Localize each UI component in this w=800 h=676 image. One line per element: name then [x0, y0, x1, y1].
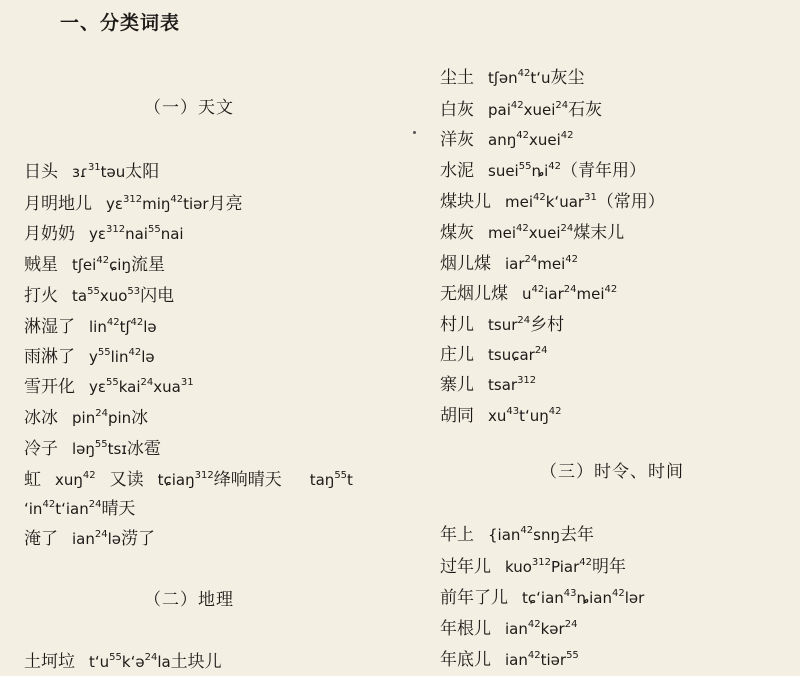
entry-gloss: 土块儿 [170, 652, 222, 672]
tone-number: 24 [560, 223, 574, 234]
tone-number: 24 [517, 315, 531, 326]
ipa-transcription [106, 195, 209, 213]
entry-row [440, 128, 573, 152]
ipa-syllable: lin [89, 318, 107, 336]
ipa-syllable: {ian [488, 526, 521, 544]
entry-row [440, 282, 617, 306]
entry-row [440, 404, 562, 428]
entry-gloss: 石灰 [568, 100, 603, 120]
entry-term: 贼星 [24, 255, 58, 275]
tone-number: 42 [527, 650, 541, 661]
entry-gloss: 月亮 [208, 194, 243, 214]
ipa-syllable: suei [488, 162, 519, 180]
ipa-transcription [488, 376, 536, 394]
ipa-syllable: nai [125, 225, 148, 243]
tone-number: 312 [123, 194, 143, 205]
entry-row [440, 252, 578, 276]
entry-term: 庄儿 [440, 345, 474, 365]
ipa-syllable: tsɪ [107, 440, 127, 458]
ipa-transcription [158, 471, 214, 489]
ipa-syllable: yɛ [89, 225, 106, 243]
ipa-transcription [488, 407, 562, 425]
ipa-syllable: xuo [99, 287, 128, 305]
tone-number: 42 [560, 130, 574, 141]
entry-gloss: 乡村 [530, 315, 565, 335]
ipa-syllable: lə [107, 530, 122, 548]
ipa-transcription [522, 589, 644, 607]
tone-number: 24 [524, 254, 538, 265]
ipa-syllable: iar [544, 285, 564, 303]
ipa-syllable: snŋ [533, 526, 560, 544]
tone-number: 312 [194, 470, 214, 481]
entry-term: 冰冰 [24, 408, 58, 428]
tone-number: 312 [517, 375, 537, 386]
entry-row [24, 284, 174, 308]
entry-term: 年根儿 [440, 619, 491, 639]
ipa-syllable: tʃən [488, 69, 518, 87]
section-heading-astronomy: （一）天文 [144, 98, 234, 118]
ipa-syllable: la [157, 653, 171, 671]
print-speck [413, 131, 416, 134]
ipa-transcription [488, 69, 551, 87]
entry-term: 日头 [24, 162, 58, 182]
tone-number: 55 [334, 470, 348, 481]
entry-row [24, 222, 184, 246]
tone-number: 42 [533, 192, 546, 203]
ipa-syllable: ȵian [576, 589, 613, 607]
ipa-transcription [488, 101, 568, 119]
ipa-syllable: tɕʻian [522, 589, 564, 607]
tone-number: 55 [147, 224, 161, 235]
ipa-syllable: kʻuar [545, 193, 585, 211]
entry-row [24, 192, 243, 216]
entry-gloss: 绛响晴天 [213, 470, 282, 490]
tone-number: 42 [604, 284, 618, 295]
tone-number: 55 [94, 439, 108, 450]
ipa-transcription [522, 285, 617, 303]
ipa-transcription [310, 471, 353, 489]
entry-term: 冷子 [24, 439, 58, 459]
entry-term: 雪开化 [24, 377, 75, 397]
ipa-syllable: tiər [540, 651, 567, 669]
ipa-syllable: miŋ [142, 195, 171, 213]
ipa-syllable: tɕiaŋ [157, 471, 195, 489]
entry-term: 村儿 [440, 315, 474, 335]
ipa-syllable: anŋ [488, 131, 517, 149]
entry-term: 淹了 [24, 529, 58, 549]
tone-number: 42 [96, 255, 110, 266]
entry-term: 前年了儿 [440, 588, 508, 608]
ipa-syllable: pin [72, 409, 96, 427]
entry-row [24, 406, 148, 430]
tone-number: 42 [510, 100, 524, 111]
tone-number: 42 [82, 470, 96, 481]
entry-row [24, 315, 157, 339]
tone-number: 42 [130, 317, 144, 328]
entry-term: 月奶奶 [24, 224, 75, 244]
entry-row [440, 586, 644, 610]
ipa-syllable: xu [488, 407, 507, 425]
ipa-syllable: ləŋ [72, 440, 95, 458]
section-heading-geography: （二）地理 [144, 590, 234, 610]
tone-number: 42 [531, 284, 545, 295]
entry-term: 烟儿煤 [440, 254, 491, 274]
ipa-syllable: t [347, 471, 353, 489]
tone-number: 42 [527, 619, 541, 630]
ipa-syllable: xuei [528, 131, 561, 149]
ipa-transcription [72, 256, 131, 274]
tone-number: 43 [563, 588, 577, 599]
tone-number: 42 [520, 525, 534, 536]
entry-gloss: 冰 [131, 408, 149, 428]
ipa-syllable: lə [143, 318, 157, 336]
ipa-transcription [24, 500, 101, 518]
tone-number: 42 [565, 254, 579, 265]
ipa-syllable: pai [488, 101, 511, 119]
entry-row [440, 98, 602, 122]
ipa-syllable: mei [537, 255, 566, 273]
entry-term: 打火 [24, 286, 58, 306]
entry-gloss: 灰尘 [550, 68, 585, 88]
entry-row [440, 221, 624, 245]
ipa-syllable: yɛ [106, 195, 123, 213]
tone-number: 31 [584, 192, 597, 203]
ipa-syllable: tʃei [72, 256, 97, 274]
ipa-transcription [488, 162, 561, 180]
ipa-syllable: kuo [505, 558, 532, 576]
ipa-transcription [488, 224, 573, 242]
ipa-transcription [488, 526, 560, 544]
ipa-transcription [488, 316, 530, 334]
ipa-syllable: lin [110, 348, 129, 366]
ipa-syllable: xuei [528, 224, 561, 242]
ipa-syllable: u [522, 285, 532, 303]
entry-row [440, 159, 646, 183]
tone-number: 42 [548, 406, 562, 417]
ipa-syllable: ian [505, 620, 528, 638]
tone-number: 312 [106, 224, 126, 235]
entry-term: 寨儿 [440, 375, 474, 395]
tone-number: 42 [516, 223, 529, 234]
ipa-syllable: xua [153, 378, 181, 396]
page-heading: 一、分类词表 [60, 12, 181, 34]
entry-row [440, 190, 665, 214]
entry-term: 煤块儿 [440, 192, 491, 212]
ipa-transcription [505, 651, 579, 669]
tone-number: 42 [106, 317, 120, 328]
tone-number: 42 [612, 588, 625, 599]
tone-number: 42 [170, 194, 184, 205]
entry-row [440, 555, 626, 579]
ipa-syllable: lər [624, 589, 645, 607]
ipa-transcription [89, 653, 171, 671]
entry-term: 雨淋了 [24, 347, 75, 367]
entry-term: 年底儿 [440, 650, 491, 670]
ipa-syllable: tsar [488, 376, 518, 394]
tone-number: 31 [87, 162, 101, 173]
ipa-syllable: mei [576, 285, 605, 303]
ipa-syllable: ɜɾ [72, 163, 88, 181]
tone-number: 42 [516, 130, 529, 141]
entry-row [24, 437, 161, 461]
ipa-syllable: nai [160, 225, 184, 243]
entry-row [24, 375, 194, 399]
entry-term: 虹 [24, 470, 41, 490]
tone-number: 24 [95, 408, 108, 419]
tone-number: 24 [88, 499, 102, 510]
entry-gloss: 冰雹 [126, 439, 161, 459]
ipa-syllable: tʻu [89, 653, 110, 671]
ipa-transcription [505, 558, 592, 576]
section-heading-time: （三）时令、时间 [540, 462, 684, 482]
tone-number: 24 [94, 529, 108, 540]
entry-row [24, 527, 155, 551]
entry-row-continued [24, 497, 135, 521]
entry-gloss: 太阳 [125, 162, 160, 182]
entry-term: 过年儿 [440, 557, 491, 577]
ipa-syllable: kʻə [121, 653, 145, 671]
ipa-syllable: xuei [523, 101, 556, 119]
entry-gloss: 涝了 [121, 529, 156, 549]
tone-number: 42 [548, 161, 561, 172]
ipa-syllable: ian [505, 651, 528, 669]
entry-gloss: 煤末儿 [573, 223, 625, 243]
tone-number: 312 [531, 557, 552, 568]
ipa-transcription [55, 471, 96, 489]
ipa-transcription [72, 409, 131, 427]
entry-term: 尘土 [440, 68, 474, 88]
entry-row [24, 253, 165, 277]
ipa-transcription [89, 318, 157, 336]
ipa-syllable: xuŋ [55, 471, 83, 489]
entry-row [24, 345, 155, 369]
ipa-syllable: tʃ [119, 318, 131, 336]
ipa-syllable: ian [72, 530, 95, 548]
entry-term: 洋灰 [440, 130, 474, 150]
ipa-syllable: iar [505, 255, 525, 273]
tone-number: 42 [579, 557, 592, 568]
tone-number: 31 [180, 377, 194, 388]
ipa-transcription [89, 225, 184, 243]
entry-gloss: 明年 [592, 557, 626, 577]
tone-number: 43 [506, 406, 520, 417]
tone-number: 24 [555, 100, 569, 111]
entry-gloss: 流星 [130, 255, 165, 275]
ipa-syllable: ȵi [531, 162, 549, 180]
ipa-syllable: tʻu [530, 69, 551, 87]
entry-term: 淋湿了 [24, 317, 75, 337]
entry-gloss: （常用） [596, 192, 665, 212]
ipa-syllable: kai [118, 378, 141, 396]
tone-number: 24 [564, 619, 578, 630]
ipa-syllable: mei [488, 224, 517, 242]
ipa-syllable: taŋ [309, 471, 335, 489]
entry-row-rainbow [24, 468, 353, 492]
entry-term: 煤灰 [440, 223, 474, 243]
ipa-syllable: lə [141, 348, 155, 366]
ipa-transcription [89, 348, 155, 366]
ipa-syllable: tsur [488, 316, 518, 334]
entry-row [440, 313, 564, 337]
ipa-transcription [72, 530, 121, 548]
ipa-syllable: mei [505, 193, 534, 211]
ipa-syllable: tsuɕar [488, 346, 535, 364]
ipa-syllable: kər [540, 620, 565, 638]
ipa-syllable: ɕiŋ [109, 256, 131, 274]
ipa-transcription [89, 378, 194, 396]
ipa-transcription [72, 440, 127, 458]
tone-number: 42 [517, 68, 531, 79]
entry-term: 胡同 [440, 406, 474, 426]
variant-marker: 又读 [109, 470, 144, 490]
entry-row [24, 650, 222, 674]
ipa-syllable: ʻin [24, 500, 43, 518]
ipa-transcription [505, 620, 577, 638]
tone-number: 24 [140, 377, 154, 388]
tone-number: 24 [534, 345, 548, 356]
entry-gloss: （青年用） [561, 161, 646, 181]
entry-term: 年上 [440, 525, 474, 545]
entry-term: 月明地儿 [24, 194, 92, 214]
tone-number: 24 [563, 284, 577, 295]
ipa-transcription [488, 346, 548, 364]
entry-row [440, 617, 577, 641]
entry-term: 无烟儿煤 [440, 284, 508, 304]
entry-row [24, 160, 159, 184]
tone-number: 55 [87, 286, 100, 297]
ipa-syllable: tiər [183, 195, 209, 213]
entry-row [440, 648, 579, 672]
ipa-syllable: pin [107, 409, 132, 427]
tone-number: 55 [109, 652, 122, 663]
ipa-syllable: y [89, 348, 98, 366]
ipa-syllable: ta [72, 287, 88, 305]
ipa-transcription [72, 287, 140, 305]
tone-number: 24 [144, 652, 158, 663]
entry-term: 白灰 [440, 100, 474, 120]
tone-number: 55 [518, 161, 532, 172]
entry-row [440, 523, 594, 547]
tone-number: 42 [42, 499, 56, 510]
tone-number: 55 [566, 650, 579, 661]
ipa-syllable: tʻian [55, 500, 89, 518]
ipa-transcription [505, 255, 578, 273]
entry-row [440, 343, 548, 367]
entry-gloss: 去年 [560, 525, 594, 545]
entry-row [440, 373, 536, 397]
entry-term: 土坷垃 [24, 652, 75, 672]
ipa-transcription [488, 131, 573, 149]
entry-gloss: 晴天 [101, 499, 136, 519]
tone-number: 42 [128, 347, 142, 358]
ipa-syllable: yɛ [89, 378, 106, 396]
tone-number: 55 [106, 377, 119, 388]
tone-number: 55 [97, 347, 111, 358]
ipa-transcription [72, 163, 125, 181]
ipa-syllable: Piar [551, 558, 580, 576]
ipa-transcription [505, 193, 597, 211]
entry-row [440, 66, 585, 90]
tone-number: 53 [127, 286, 141, 297]
ipa-syllable: təu [100, 163, 126, 181]
entry-gloss: 闪电 [140, 286, 175, 306]
entry-term: 水泥 [440, 161, 474, 181]
ipa-syllable: tʻuŋ [519, 407, 549, 425]
